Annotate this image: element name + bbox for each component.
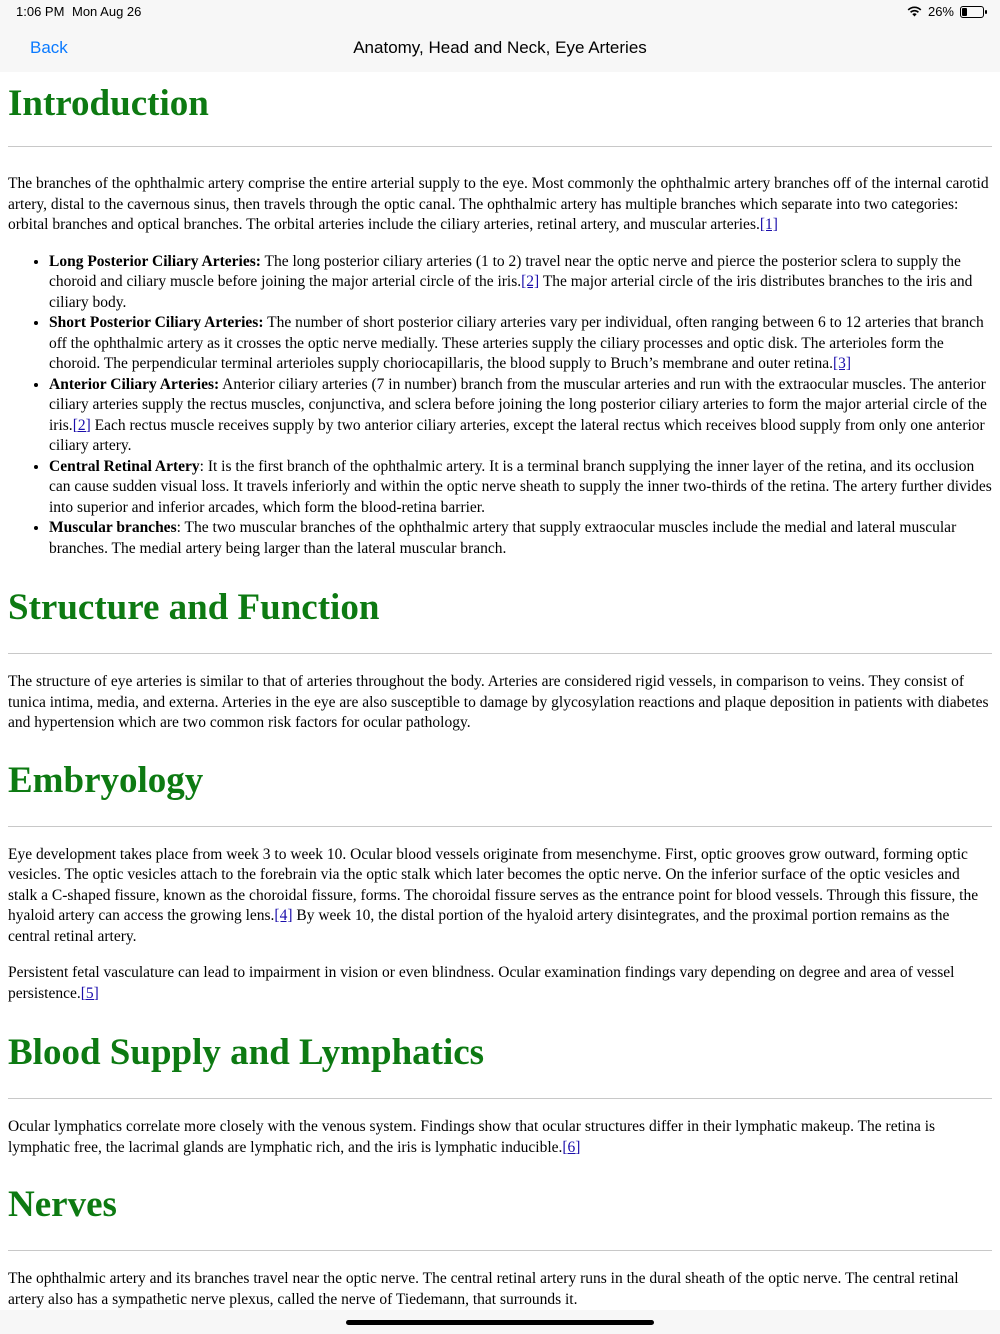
structure-paragraph: The structure of eye arteries is similar to that of arteries throughout the body. Arteries are considered rigid vessels, in comparison to veins. They consist of tunica intima, media, and externa. Arteries in the eye are also susceptible to damage by glycosylation reactions and plaque deposition in patients with diabetes and hypertension which are two common risk factors for ocular pathology.: [8, 673, 989, 731]
reference-link[interactable]: [6]: [562, 1138, 581, 1156]
blood-supply-paragraph: Ocular lymphatics correlate more closely with the venous system. Findings show that ocular structures differ in their lymphatic makeup. The retina is lymphatic free, the lacrimal glands are lymphatic rich, and the iris is lymphatic inducible.[6]: [8, 1118, 936, 1156]
reference-link[interactable]: [1]: [759, 216, 778, 233]
status-date: Mon Aug 26: [72, 4, 142, 19]
heading-embryology: Embryology: [8, 759, 204, 801]
divider: [8, 1098, 992, 1099]
article-content: [8, 72, 992, 1310]
home-indicator[interactable]: [346, 1320, 654, 1325]
reference-link[interactable]: [2]: [521, 273, 540, 290]
heading-structure-function: Structure and Function: [8, 587, 380, 628]
navigation-bar: [0, 24, 1000, 72]
artery-list: [8, 252, 992, 560]
intro-paragraph: The branches of the ophthalmic artery comprise the entire arterial supply to the eye. Most commonly the ophthalmic artery branches off of the internal carotid artery, distal to the cavernous sinus, then travels through the optic canal. The ophthalmic artery has multiple branches which separate into two categories: orbital branches and optical branches. The orbital arteries include the ciliary arteries, retinal artery, and muscular arteries.[1]: [8, 175, 989, 233]
list-item: • Muscular branches: The two muscular branches of the ophthalmic artery that supply extraocular muscles include the medial and lateral muscular branches. The medial artery being larger than the lateral muscular branch.: [49, 518, 992, 559]
status-bar: [0, 0, 1000, 24]
embryology-paragraph-1: Eye development takes place from week 3 to week 10. Ocular blood vessels originate from mesenchyme. First, optic grooves grow outward, forming optic vesicles. The optic vesicles attach to the forebrain via the optic stalk which later becomes the optic nerve. On the inferior surface of the optic vesicles and stalk a C-shaped fissure, known as the choroidal fissure, forms. The choroidal fissure serves as the entrance point for blood vessels. Through this fissure, the hyaloid artery can access the growing lens.[4] By week 10, the distal portion of the hyaloid artery disintegrates, and the proximal portion remains as the central retinal artery.: [8, 845, 979, 945]
wifi-icon: [907, 6, 922, 17]
reference-link[interactable]: [4]: [274, 907, 293, 924]
status-time: 1:06 PM: [16, 4, 65, 19]
battery-icon: [960, 6, 984, 18]
back-button[interactable]: Back: [30, 38, 68, 57]
divider: [8, 653, 992, 654]
page-title: Anatomy, Head and Neck, Eye Arteries: [353, 38, 647, 57]
list-item: • Anterior Ciliary Arteries: Anterior ciliary arteries (7 in number) branch from the muscular arteries and run with the extraocular muscles. The anterior ciliary arteries supply the rectus muscles, conjunctiva, and sclera before joining the long posterior ciliary arteries to form the major arterial circle of the iris.[2] Each rectus muscle receives supply by two anterior ciliary arteries, except the lateral rectus which receives blood supply from only one anterior ciliary artery.: [49, 375, 992, 457]
battery-level: [962, 8, 967, 16]
divider: [8, 1250, 992, 1251]
divider: [8, 826, 992, 827]
heading-introduction: Introduction: [8, 83, 209, 124]
heading-blood-supply: Blood Supply and Lymphatics: [8, 1032, 485, 1073]
list-item: • Central Retinal Artery: It is the first branch of the ophthalmic artery. It is a terminal branch supplying the inner layer of the retina, and its occlusion can cause sudden visual loss. It travels inferiorly and within the optic nerve sheath to supply the inner two-thirds of the retina. The artery further divides into superior and inferior arcades, which form the blood-retina barrier.: [49, 457, 992, 519]
battery-percent: 26%: [927, 4, 954, 19]
reference-link[interactable]: [5]: [80, 984, 99, 1002]
divider: [8, 146, 992, 147]
reference-link[interactable]: [2]: [72, 416, 91, 434]
embryology-paragraph-2: Persistent fetal vasculature can lead to impairment in vision or even blindness. Ocular examination findings vary depending on degree and area of vessel persistence.[5]: [8, 964, 955, 1002]
nerves-paragraph: The ophthalmic artery and its branches travel near the optic nerve. The central retinal artery runs in the dural sheath of the optic nerve. The central retinal artery also has a sympathetic nerve plexus, called the nerve of Tiedemann, that surrounds it.: [8, 1270, 959, 1308]
list-item: • Short Posterior Ciliary Arteries: The number of short posterior ciliary arteries vary per individual, often ranging between 6 to 12 arteries that branch off the ophthalmic artery as it crosses the optic nerve medially. These arteries supply the ciliary processes and optic disk. The arterioles form the choroid. The perpendicular terminal arterioles supply choriocapillaris, the blood supply to Bruch’s membrane and outer retina.[3]: [49, 313, 992, 375]
status-right: [907, 4, 984, 19]
reference-link[interactable]: [3]: [832, 355, 852, 372]
list-item: • Long Posterior Ciliary Arteries: The long posterior ciliary arteries (1 to 2) travel near the optic nerve and pierce the posterior sclera to supply the choroid and ciliary muscle before joining the major arterial circle of the iris.[2] The major arterial circle of the iris distributes branches to the iris and ciliary body.: [49, 252, 992, 314]
heading-nerves: Nerves: [8, 1184, 117, 1225]
